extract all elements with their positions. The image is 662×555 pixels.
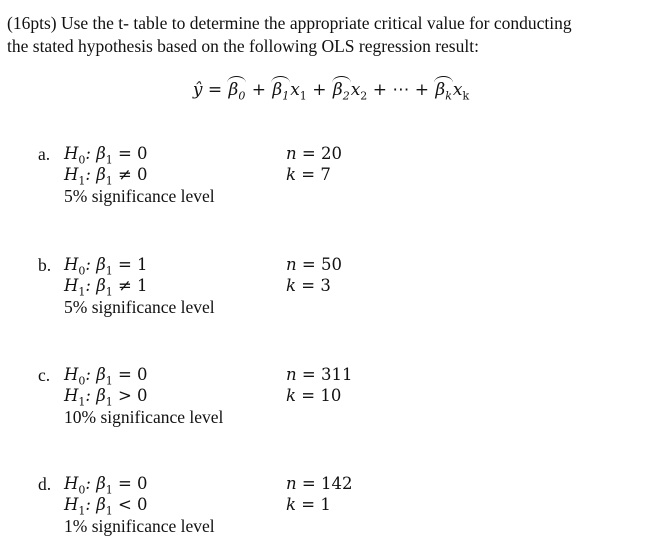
sample-size: n = 20 — [286, 144, 342, 163]
alternative-hypothesis: $H_1$: $\beta_1 \ne 0$ — [64, 165, 148, 188]
part-letter: c. — [38, 365, 51, 385]
null-hypothesis: $H_0$: $\beta_1 = 0$ — [64, 474, 148, 497]
plus-sign: + — [414, 80, 429, 100]
intro-line-1: (16pts) Use the t- table to determine the appropriate critical value for conducting — [7, 13, 572, 33]
sample-size: n = 311 — [286, 365, 353, 384]
beta-hat-0: $\beta_0$ — [228, 80, 246, 103]
null-hypothesis: $H_0$: $\beta_1 = 0$ — [64, 144, 148, 167]
x-1: x — [290, 80, 300, 100]
sample-size: n = 142 — [286, 474, 353, 493]
alternative-hypothesis: $H_1$: $\beta_1 < 0$ — [64, 495, 148, 518]
part-letter: d. — [38, 474, 52, 494]
part-letter: a. — [38, 144, 51, 164]
intro-line-2: the stated hypothesis based on the following OLS regression result: — [7, 36, 479, 56]
sample-size: n = 50 — [286, 255, 342, 274]
significance-level: 5% significance level — [64, 297, 215, 317]
alternative-hypothesis: $H_1$: $\beta_1 > 0$ — [64, 386, 148, 409]
regression-equation: ŷ = $\beta_0 + \beta_1x_1 + \beta_2x_2$ + ⋯ + $\beta_kx_k$ — [192, 80, 470, 103]
regressor-count: k = 3 — [286, 276, 331, 295]
plus-sign: + — [312, 80, 327, 100]
ellipsis: ⋯ — [392, 80, 410, 100]
problem-intro — [7, 12, 657, 58]
equals-sign: = — [207, 80, 223, 100]
alternative-hypothesis: $H_1$: $\beta_1 \ne 1$ — [64, 276, 148, 299]
plus-sign: + — [251, 80, 266, 100]
regressor-count: k = 1 — [286, 495, 331, 514]
null-hypothesis: $H_0$: $\beta_1 = 1$ — [64, 255, 148, 278]
beta-hat-2: $\beta_2$ — [332, 80, 350, 103]
significance-level: 1% significance level — [64, 516, 215, 536]
beta-hat-k: $\beta_k$ — [435, 80, 452, 103]
significance-level: 5% significance level — [64, 186, 215, 206]
significance-level: 10% significance level — [64, 407, 224, 427]
x-k: x — [452, 80, 463, 100]
beta-hat-1: $\beta_1$ — [272, 80, 290, 103]
regressor-count: k = 7 — [286, 165, 331, 184]
part-letter: b. — [38, 255, 52, 275]
plus-sign: + — [372, 80, 387, 100]
y-hat: ŷ — [192, 80, 203, 100]
null-hypothesis: $H_0$: $\beta_1 = 0$ — [64, 365, 148, 388]
regressor-count: k = 10 — [286, 386, 342, 405]
x-2: x — [350, 80, 361, 100]
